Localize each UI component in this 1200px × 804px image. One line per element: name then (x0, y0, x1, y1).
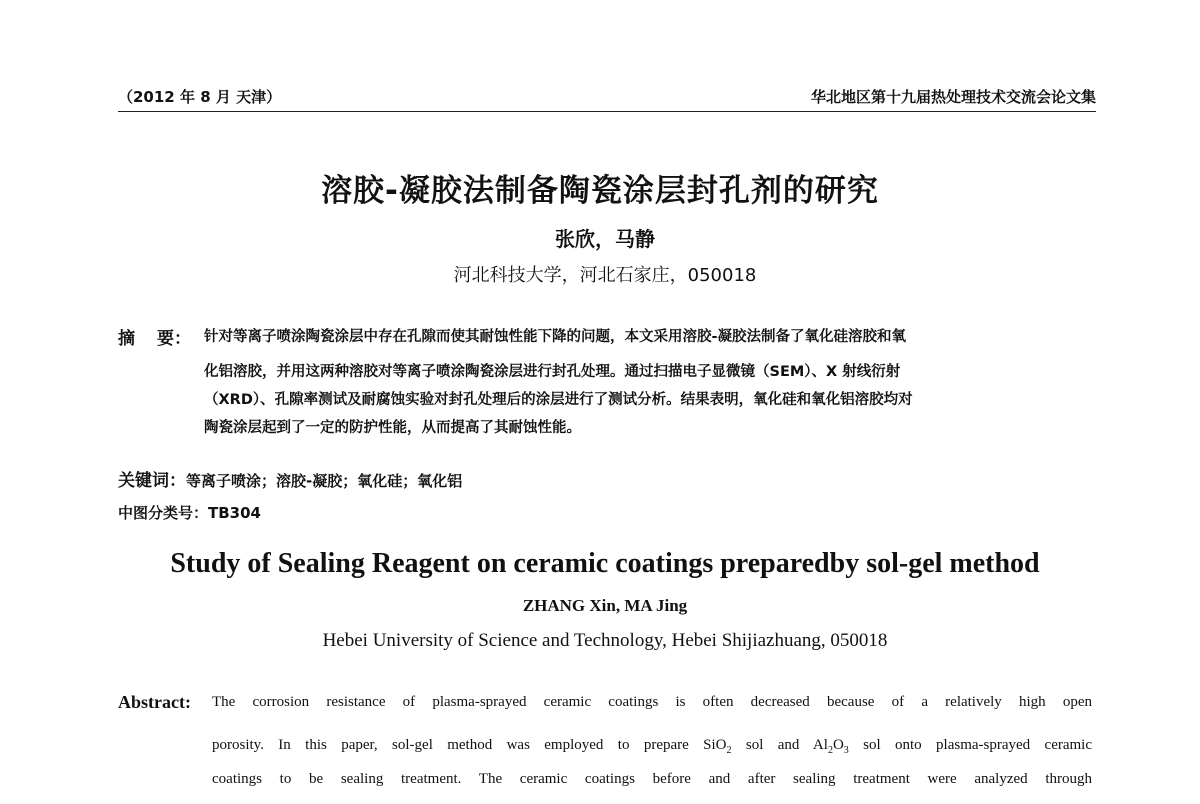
chinese-affiliation: 河北科技大学，河北石家庄，050018 (453, 265, 757, 286)
clc-value: TB304 (208, 504, 261, 522)
running-header-left: （2012 年 8 月 天津） (118, 88, 282, 106)
english-abstract-line-1: The corrosion resistance of plasma-sprayed ceramic coatings is often decreased because of a relatively high open (212, 694, 1092, 710)
chinese-abstract-line-1: 针对等离子喷涂陶瓷涂层中存在孔隙而使其耐蚀性能下降的问题，本文采用溶胶-凝胶法制备了氧化硅溶胶和氧 (204, 329, 907, 345)
english-title: Study of Sealing Reagent on ceramic coatings preparedby sol-gel method (170, 548, 1040, 579)
chinese-abstract-body (204, 358, 1100, 442)
keywords-label: 关键词： (118, 471, 186, 491)
english-abstract-line-2: porosity. In this paper, sol-gel method was employed to prepare SiO$_2$ sol and $Al_2O_3$ sol onto plasma-sprayed ceramic (212, 737, 1093, 756)
running-header-right: 华北地区第十九届热处理技术交流会论文集 (810, 88, 1096, 106)
chinese-authors: 张欣，马静 (555, 227, 655, 251)
english-affiliation: Hebei University of Science and Technology, Hebei Shijiazhuang, 050018 (322, 630, 888, 651)
chinese-abstract-line-2: 化铝溶胶，并用这两种溶胶对等离子喷涂陶瓷涂层进行封孔处理。通过扫描电子显微镜（SEM）、X 射线衍射 (204, 364, 901, 380)
chinese-abstract-line-4: 陶瓷涂层起到了一定的防护性能，从而提高了其耐蚀性能。 (204, 420, 581, 436)
chinese-abstract-line-3: （XRD）、孔隙率测试及耐腐蚀实验对封孔处理后的涂层进行了测试分析。结果表明，氧化硅和氧化铝溶胶均对 (204, 392, 913, 408)
english-abstract-body (212, 728, 1092, 796)
classification-number (118, 502, 261, 523)
english-abstract-line-3: coatings to be sealing treatment. The ceramic coatings before and after sealing treatment were analyzed through (212, 771, 1092, 787)
english-authors: ZHANG Xin, MA Jing (522, 596, 688, 615)
english-abstract-label: Abstract: (118, 692, 191, 712)
header-rule (118, 111, 1096, 112)
keywords-value: 等离子喷涂；溶胶-凝胶；氧化硅；氧化铝 (186, 472, 463, 490)
chinese-title: 溶胶-凝胶法制备陶瓷涂层封孔剂的研究 (321, 173, 879, 209)
keywords (118, 466, 462, 491)
clc-label: 中图分类号： (118, 504, 209, 522)
chinese-abstract-label: 摘 要： (118, 329, 191, 349)
